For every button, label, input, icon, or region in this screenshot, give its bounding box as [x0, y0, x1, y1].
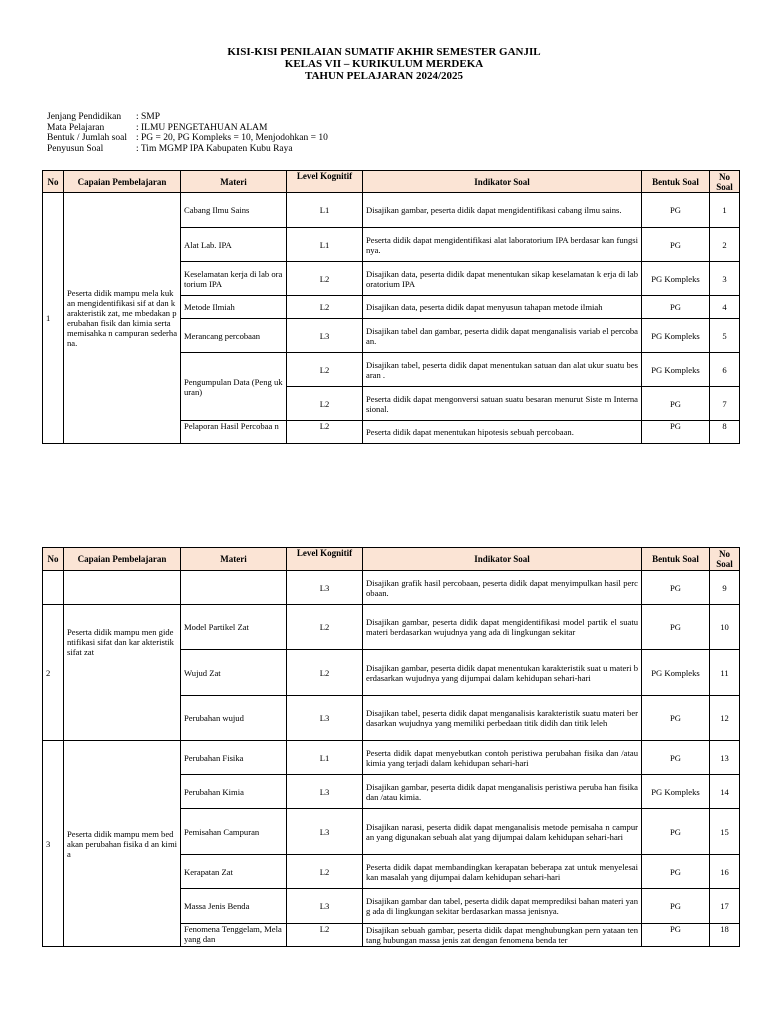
indikator-cell: Disajikan grafik hasil percobaan, peserta didik dapat menyimpulkan hasil percobaan.	[363, 571, 642, 605]
materi-cell: Perubahan wujud	[181, 696, 287, 741]
indikator-cell: Disajikan data, peserta didik dapat menentukan sikap keselamatan k erja di laboratorium IPA	[363, 262, 642, 296]
materi-cell: Kerapatan Zat	[181, 855, 287, 889]
nosoal-cell: 18	[710, 924, 740, 947]
meta-row	[47, 144, 328, 155]
bentuk-cell: PG	[642, 387, 710, 421]
meta-label: Jenjang Pendidikan	[47, 112, 122, 122]
nosoal-cell: 5	[710, 319, 740, 353]
capaian-pembelajaran	[64, 571, 181, 605]
bentuk-cell: PG	[642, 855, 710, 889]
header-bentuk: Bentuk Soal	[642, 548, 710, 571]
header-materi: Materi	[181, 171, 287, 193]
header-indikator: Indikator Soal	[363, 171, 642, 193]
level-cell: L3	[287, 889, 363, 924]
bentuk-cell: PG	[642, 605, 710, 650]
meta-row	[47, 112, 328, 123]
capaian-pembelajaran: Peserta didik mampu mela kukan mengidentifikasi sif at dan karakteristik zat, me mbedakan perubahan fisik dan kimia serta memisahka n campuran sederhana.	[64, 193, 181, 444]
nosoal-cell: 14	[710, 775, 740, 809]
materi-cell	[181, 571, 287, 605]
document-meta	[47, 112, 328, 154]
level-cell: L2	[287, 387, 363, 421]
nosoal-cell: 15	[710, 809, 740, 855]
table-header-row	[43, 171, 740, 193]
document-title-line2: KELAS VII – KURIKULUM MERDEKA	[284, 58, 484, 70]
level-cell: L3	[287, 775, 363, 809]
bentuk-cell: PG	[642, 193, 710, 228]
header-indikator: Indikator Soal	[363, 548, 642, 571]
kisi-kisi-table-1	[42, 170, 740, 444]
header-nosoal: No Soal	[710, 548, 740, 571]
meta-row	[47, 133, 328, 144]
materi-cell: Merancang percobaan	[181, 319, 287, 353]
nosoal-cell: 12	[710, 696, 740, 741]
indikator-cell: Disajikan tabel, peserta didik dapat menentukan satuan dan alat ukur suatu besaran .	[363, 353, 642, 387]
materi-cell: Fenomena Tenggelam, Melayang dan	[181, 924, 287, 947]
level-cell: L2	[287, 924, 363, 947]
indikator-cell: Peserta didik dapat mengonversi satuan suatu besaran menurut Siste m Internasional.	[363, 387, 642, 421]
level-cell: L2	[287, 353, 363, 387]
indikator-cell: Peserta didik dapat menentukan hipotesis sebuah percobaan.	[363, 421, 642, 444]
indikator-cell: Disajikan gambar, peserta didik dapat mengidentifikasi model partik el suatu materi berdasarkan wujudnya yang ada di lingkungan sekitar	[363, 605, 642, 650]
nosoal-cell: 7	[710, 387, 740, 421]
nosoal-cell: 6	[710, 353, 740, 387]
indikator-cell: Peserta didik dapat membandingkan kerapatan beberapa zat untuk menyelesaikan masalah yang dijumpai dalam kehidupan sehari-hari	[363, 855, 642, 889]
indikator-cell: Disajikan gambar, peserta didik dapat menentukan karakteristik suat u materi berdasarkan wujudnya yang dijumpai dalam kehidupan sehari-hari	[363, 650, 642, 696]
level-cell: L2	[287, 855, 363, 889]
materi-cell: Perubahan Kimia	[181, 775, 287, 809]
level-cell: L3	[287, 809, 363, 855]
materi-cell: Wujud Zat	[181, 650, 287, 696]
bentuk-cell: PG	[642, 889, 710, 924]
meta-value: : PG = 20, PG Kompleks = 10, Menjodohkan = 10	[136, 133, 328, 143]
bentuk-cell: PG Kompleks	[642, 650, 710, 696]
level-cell: L1	[287, 193, 363, 228]
nosoal-cell: 8	[710, 421, 740, 444]
meta-value: : Tim MGMP IPA Kabupaten Kubu Raya	[136, 143, 293, 154]
indikator-cell: Disajikan tabel, peserta didik dapat menganalisis karakteristik suatu materi berdasarkan wujudnya yang memiliki perbedaan titik didih dan titik leleh	[363, 696, 642, 741]
nosoal-cell: 17	[710, 889, 740, 924]
bentuk-cell: PG Kompleks	[642, 775, 710, 809]
header-capaian: Capaian Pembelajaran	[64, 548, 181, 571]
bentuk-cell: PG	[642, 571, 710, 605]
bentuk-cell: PG Kompleks	[642, 353, 710, 387]
table-row	[43, 193, 740, 228]
header-bentuk: Bentuk Soal	[642, 171, 710, 193]
materi-cell: Massa Jenis Benda	[181, 889, 287, 924]
indikator-cell: Disajikan data, peserta didik dapat menyusun tahapan metode ilmiah	[363, 296, 642, 319]
document-title-line1: KISI-KISI PENILAIAN SUMATIF AKHIR SEMESTER GANJIL	[227, 46, 541, 58]
indikator-cell: Peserta didik dapat menyebutkan contoh peristiwa perubahan fisika dan /atau kimia yang terjadi dalam kehidupan sehari-hari	[363, 741, 642, 775]
materi-cell: Cabang Ilmu Sains	[181, 193, 287, 228]
level-cell: L3	[287, 319, 363, 353]
level-cell: L3	[287, 571, 363, 605]
nosoal-cell: 2	[710, 228, 740, 262]
row-number: 1	[43, 193, 64, 444]
level-cell: L2	[287, 650, 363, 696]
nosoal-cell: 3	[710, 262, 740, 296]
level-cell: L2	[287, 605, 363, 650]
materi-cell: Perubahan Fisika	[181, 741, 287, 775]
header-no: No	[43, 548, 64, 571]
bentuk-cell: PG Kompleks	[642, 262, 710, 296]
meta-value: : SMP	[136, 112, 161, 122]
level-cell: L1	[287, 228, 363, 262]
kisi-kisi-table-2	[42, 547, 740, 947]
indikator-cell: Disajikan sebuah gambar, peserta didik dapat menghubungkan pern yataan tentang hubungan massa jenis zat dengan fenomena benda ter	[363, 924, 642, 947]
level-cell: L1	[287, 741, 363, 775]
indikator-cell: Peserta didik dapat mengidentifikasi alat laboratorium IPA berdasar kan fungsinya.	[363, 228, 642, 262]
level-cell: L3	[287, 696, 363, 741]
header-nosoal: No Soal	[710, 171, 740, 193]
nosoal-cell: 16	[710, 855, 740, 889]
nosoal-cell: 13	[710, 741, 740, 775]
materi-cell: Metode Ilmiah	[181, 296, 287, 319]
nosoal-cell: 10	[710, 605, 740, 650]
bentuk-cell: PG Kompleks	[642, 319, 710, 353]
header-no: No	[43, 171, 64, 193]
row-number	[43, 571, 64, 605]
bentuk-cell: PG	[642, 696, 710, 741]
bentuk-cell: PG	[642, 228, 710, 262]
nosoal-cell: 1	[710, 193, 740, 228]
level-cell: L2	[287, 421, 363, 444]
indikator-cell: Disajikan narasi, peserta didik dapat menganalisis metode pemisaha n campuran yang digunakan sebuah alat yang dijumpai dalam kehidupan sehari-hari	[363, 809, 642, 855]
bentuk-cell: PG	[642, 924, 710, 947]
indikator-cell: Disajikan gambar, peserta didik dapat mengidentifikasi cabang ilmu sains.	[363, 193, 642, 228]
bentuk-cell: PG	[642, 421, 710, 444]
capaian-pembelajaran: Peserta didik mampu mem bedakan perubahan fisika d an kimia	[64, 741, 181, 947]
header-materi: Materi	[181, 548, 287, 571]
meta-label: Mata Pelajaran	[47, 122, 105, 133]
row-number: 3	[43, 741, 64, 947]
bentuk-cell: PG	[642, 296, 710, 319]
row-number: 2	[43, 605, 64, 741]
materi-cell: Keselamatan kerja di lab oratorium IPA	[181, 262, 287, 296]
table-row	[43, 741, 740, 775]
bentuk-cell: PG	[642, 809, 710, 855]
indikator-cell: Disajikan gambar dan tabel, peserta didik dapat memprediksi bahan materi yang ada di lingkungan sekitar berdasarkan massa jenisnya.	[363, 889, 642, 924]
meta-row	[47, 123, 328, 134]
table-row	[43, 571, 740, 605]
materi-cell: Pelaporan Hasil Percobaa n	[181, 421, 287, 444]
materi-cell: Model Partikel Zat	[181, 605, 287, 650]
meta-label: Bentuk / Jumlah soal	[47, 133, 127, 143]
table-header-row	[43, 548, 740, 571]
materi-cell: Alat Lab. IPA	[181, 228, 287, 262]
nosoal-cell: 9	[710, 571, 740, 605]
bentuk-cell: PG	[642, 741, 710, 775]
materi-cell: Pemisahan Campuran	[181, 809, 287, 855]
level-cell: L2	[287, 296, 363, 319]
nosoal-cell: 4	[710, 296, 740, 319]
nosoal-cell: 11	[710, 650, 740, 696]
document-title-line3: TAHUN PELAJARAN 2024/2025	[304, 70, 464, 82]
capaian-pembelajaran: Peserta didik mampu men gidentifikasi sifat dan kar akteristik sifat zat	[64, 605, 181, 741]
header-level: Level Kognitif	[287, 548, 363, 571]
header-level: Level Kognitif	[287, 171, 363, 193]
table-row	[43, 605, 740, 650]
header-capaian: Capaian Pembelajaran	[64, 171, 181, 193]
level-cell: L2	[287, 262, 363, 296]
materi-cell: Pengumpulan Data (Peng ukuran)	[181, 353, 287, 421]
meta-value: : ILMU PENGETAHUAN ALAM	[136, 122, 268, 133]
meta-label: Penyusun Soal	[47, 143, 104, 154]
indikator-cell: Disajikan gambar, peserta didik dapat menganalisis peristiwa peruba han fisika dan /atau kimia.	[363, 775, 642, 809]
indikator-cell: Disajikan tabel dan gambar, peserta didik dapat menganalisis variab el percobaan.	[363, 319, 642, 353]
